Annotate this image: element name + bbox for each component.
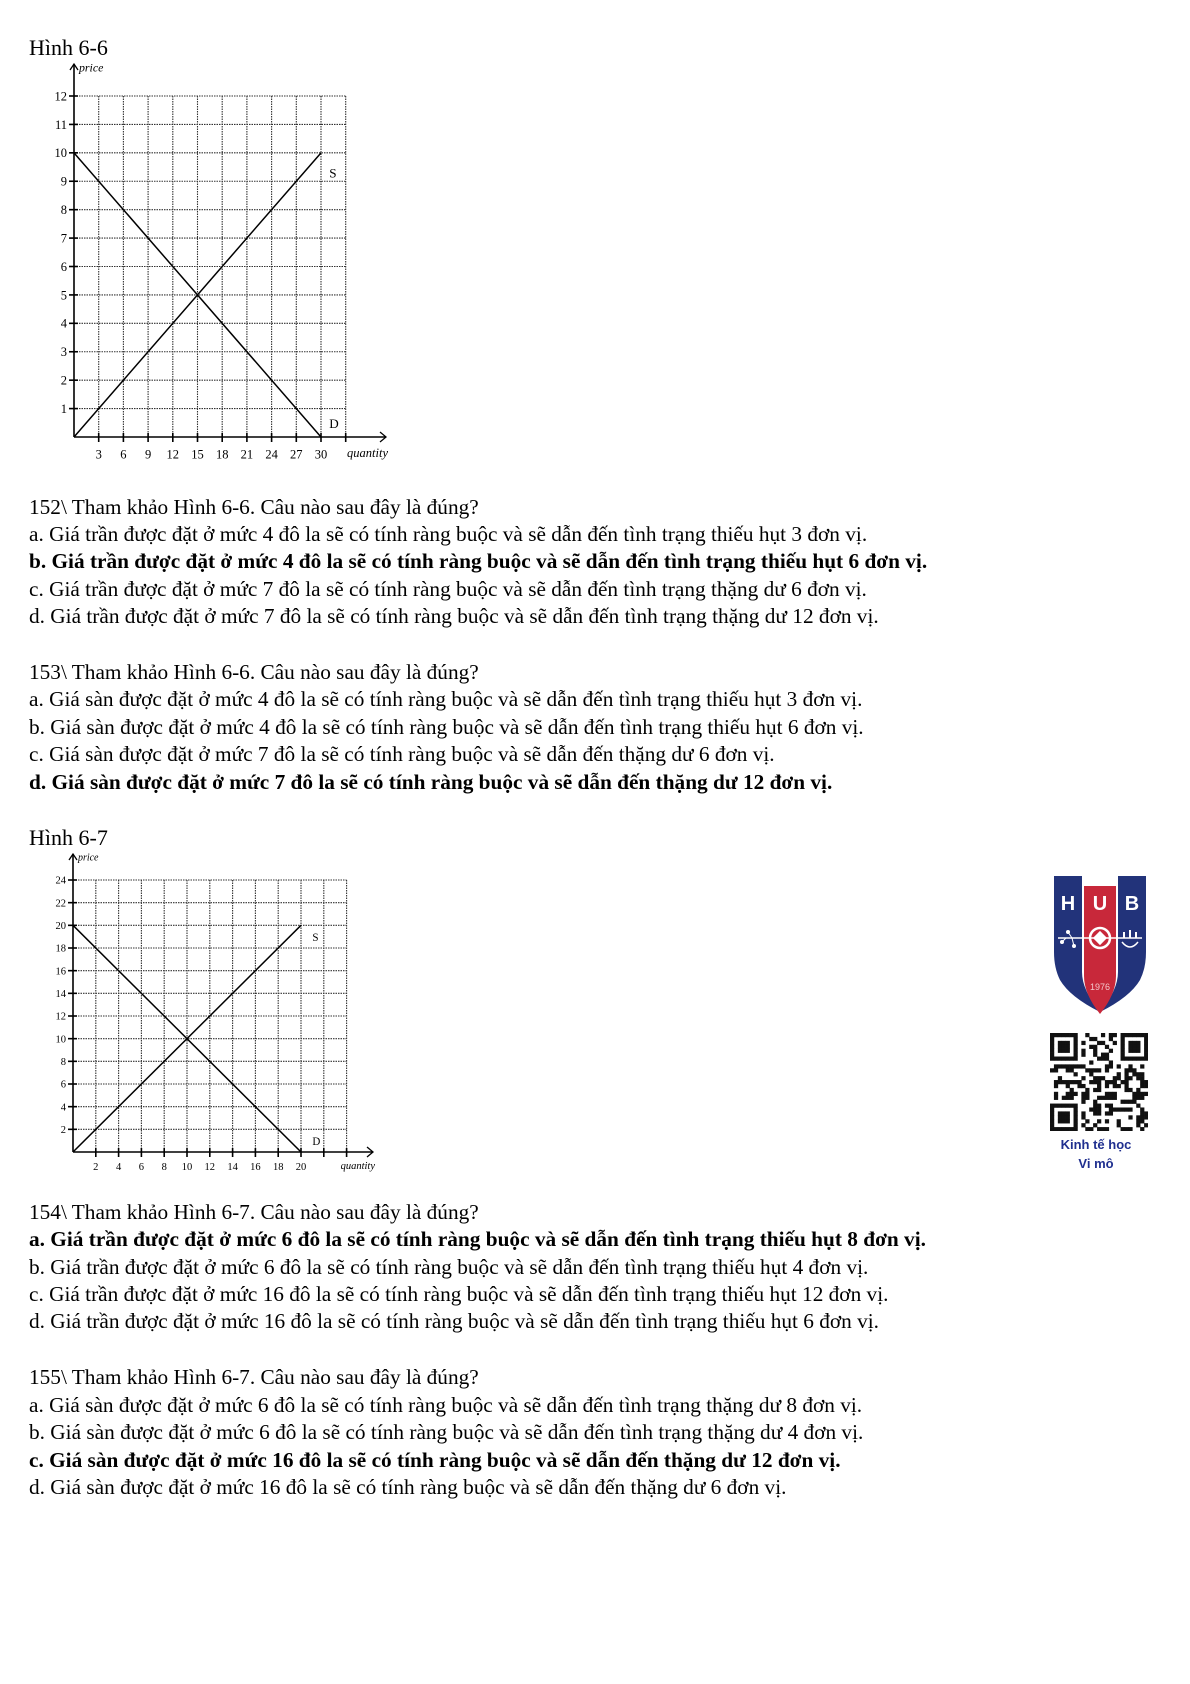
x-tick-label: 18 <box>272 1161 284 1173</box>
x-tick-label: 20 <box>295 1161 307 1173</box>
x-tick-label: 24 <box>265 447 278 462</box>
x-tick-label: 9 <box>144 447 152 462</box>
figure-title-6-6: Hình 6-6 <box>29 35 108 60</box>
svg-text:1976: 1976 <box>1089 982 1111 992</box>
x-tick-label: 2 <box>93 1161 99 1173</box>
question-155-option-a[interactable]: a. Giá sàn được đặt ở mức 6 đô la sẽ có tính ràng buộc và sẽ dẫn đến tình trạng thặng dư 8 đơn vị. <box>29 1393 863 1417</box>
x-tick-label: 12 <box>204 1161 216 1173</box>
y-tick-label: 14 <box>55 989 66 1001</box>
question-154-option-d[interactable]: d. Giá trần được đặt ở mức 16 đô la sẽ có tính ràng buộc và sẽ dẫn đến tình trạng thiếu hụt 6 đơn vị. <box>29 1309 879 1333</box>
question-152-stem: 152\ Tham khảo Hình 6-6. Câu nào sau đây là đúng? <box>29 495 479 519</box>
question-155-stem: 155\ Tham khảo Hình 6-7. Câu nào sau đây là đúng? <box>29 1365 479 1389</box>
hub-logo <box>1050 872 1150 1131</box>
question-155-option-b[interactable]: b. Giá sàn được đặt ở mức 6 đô la sẽ có tính ràng buộc và sẽ dẫn đến tình trạng thặng dư 4 đơn vị. <box>29 1420 864 1444</box>
y-tick-label: 8 <box>60 203 67 218</box>
figure-title-6-7: Hình 6-7 <box>29 825 108 850</box>
y-tick-label: 3 <box>60 345 67 360</box>
x-tick-label: 21 <box>240 447 254 462</box>
x-tick-label: 12 <box>166 447 180 462</box>
question-154-option-c[interactable]: c. Giá trần được đặt ở mức 16 đô la sẽ có tính ràng buộc và sẽ dẫn đến tình trạng thiếu hụt 12 đơn vị. <box>29 1282 889 1306</box>
question-155-option-d[interactable]: d. Giá sàn được đặt ở mức 16 đô la sẽ có tính ràng buộc và sẽ dẫn đến thặng dư 6 đơn vị. <box>29 1475 787 1499</box>
question-152-option-d[interactable]: d. Giá trần được đặt ở mức 7 đô la sẽ có tính ràng buộc và sẽ dẫn đến tình trạng thặng dư 12 đơn vị. <box>29 604 879 628</box>
y-tick-label: 2 <box>60 1125 66 1137</box>
qr-code-icon[interactable] <box>1050 1033 1148 1131</box>
course-caption-line2: Vi mô <box>1078 1156 1114 1171</box>
y-tick-label: 4 <box>60 316 67 331</box>
svg-text:H: H <box>1060 893 1076 915</box>
y-tick-label: 16 <box>55 966 66 978</box>
question-153-option-a[interactable]: a. Giá sàn được đặt ở mức 4 đô la sẽ có tính ràng buộc và sẽ dẫn đến tình trạng thiếu hụt 3 đơn vị. <box>29 687 863 711</box>
question-153-option-d[interactable]: d. Giá sàn được đặt ở mức 7 đô la sẽ có tính ràng buộc và sẽ dẫn đến thặng dư 12 đơn vị. <box>29 770 833 794</box>
x-tick-label: 18 <box>215 447 229 462</box>
svg-text:U: U <box>1092 893 1108 915</box>
question-152-option-a[interactable]: a. Giá trần được đặt ở mức 4 đô la sẽ có tính ràng buộc và sẽ dẫn đến tình trạng thiếu hụt 3 đơn vị. <box>29 522 868 546</box>
question-154-stem: 154\ Tham khảo Hình 6-7. Câu nào sau đây là đúng? <box>29 1200 479 1224</box>
y-axis-label: price <box>78 852 99 864</box>
y-tick-label: 6 <box>60 259 67 274</box>
y-tick-label: 1 <box>60 401 67 416</box>
supply-demand-chart-6-7 <box>0 0 420 1190</box>
y-tick-label: 12 <box>54 89 67 104</box>
curve-label-d: D <box>329 415 339 431</box>
y-tick-label: 24 <box>55 875 66 887</box>
y-tick-label: 20 <box>55 921 66 933</box>
y-tick-label: 10 <box>54 146 67 161</box>
y-tick-label: 6 <box>60 1079 66 1091</box>
x-axis-label: quantity <box>340 1160 375 1172</box>
question-155-option-c[interactable]: c. Giá sàn được đặt ở mức 16 đô la sẽ có tính ràng buộc và sẽ dẫn đến thặng dư 12 đơn vị. <box>29 1448 841 1472</box>
x-tick-label: 27 <box>290 447 303 462</box>
x-tick-label: 14 <box>227 1161 238 1173</box>
y-tick-label: 22 <box>55 898 66 910</box>
x-axis-label: quantity <box>347 446 388 460</box>
y-tick-label: 7 <box>60 231 67 246</box>
question-154-option-b[interactable]: b. Giá trần được đặt ở mức 6 đô la sẽ có tính ràng buộc và sẽ dẫn đến tình trạng thiếu hụt 4 đơn vị. <box>29 1255 869 1279</box>
y-tick-label: 8 <box>60 1057 66 1069</box>
x-tick-label: 4 <box>115 1161 122 1173</box>
x-tick-label: 6 <box>138 1161 145 1173</box>
x-tick-label: 30 <box>314 447 328 462</box>
question-152-option-c[interactable]: c. Giá trần được đặt ở mức 7 đô la sẽ có tính ràng buộc và sẽ dẫn đến tình trạng thặng dư 6 đơn vị. <box>29 577 867 601</box>
y-axis-label: price <box>79 60 104 75</box>
question-154-option-a[interactable]: a. Giá trần được đặt ở mức 6 đô la sẽ có tính ràng buộc và sẽ dẫn đến tình trạng thiếu hụt 8 đơn vị. <box>29 1227 926 1251</box>
y-tick-label: 18 <box>55 943 66 955</box>
x-tick-label: 8 <box>161 1161 167 1173</box>
y-tick-label: 9 <box>60 174 67 189</box>
y-tick-label: 2 <box>60 373 67 388</box>
course-caption-line1: Kinh tế học <box>1060 1137 1132 1152</box>
y-tick-label: 5 <box>60 288 67 303</box>
curve-label-s: S <box>312 931 319 944</box>
x-tick-label: 16 <box>250 1161 261 1173</box>
svg-text:B: B <box>1124 893 1140 915</box>
question-153-option-c[interactable]: c. Giá sàn được đặt ở mức 7 đô la sẽ có tính ràng buộc và sẽ dẫn đến thặng dư 6 đơn vị. <box>29 742 775 766</box>
x-tick-label: 10 <box>181 1161 193 1173</box>
y-tick-label: 11 <box>54 117 67 132</box>
hub-shield-icon <box>1050 872 1150 1022</box>
curve-label-s: S <box>329 165 337 181</box>
y-tick-label: 4 <box>60 1102 66 1114</box>
x-tick-label: 3 <box>95 447 102 462</box>
x-tick-label: 15 <box>191 447 204 462</box>
question-152-option-b[interactable]: b. Giá trần được đặt ở mức 4 đô la sẽ có tính ràng buộc và sẽ dẫn đến tình trạng thiếu hụt 6 đơn vị. <box>29 549 928 573</box>
y-tick-label: 12 <box>55 1011 66 1023</box>
curve-label-d: D <box>312 1135 321 1148</box>
y-tick-label: 10 <box>55 1034 66 1046</box>
question-153-stem: 153\ Tham khảo Hình 6-6. Câu nào sau đây là đúng? <box>29 660 479 684</box>
x-tick-label: 6 <box>120 447 127 462</box>
question-153-option-b[interactable]: b. Giá sàn được đặt ở mức 4 đô la sẽ có tính ràng buộc và sẽ dẫn đến tình trạng thiếu hụt 6 đơn vị. <box>29 715 864 739</box>
chart-figure-6-7 <box>0 0 420 1190</box>
